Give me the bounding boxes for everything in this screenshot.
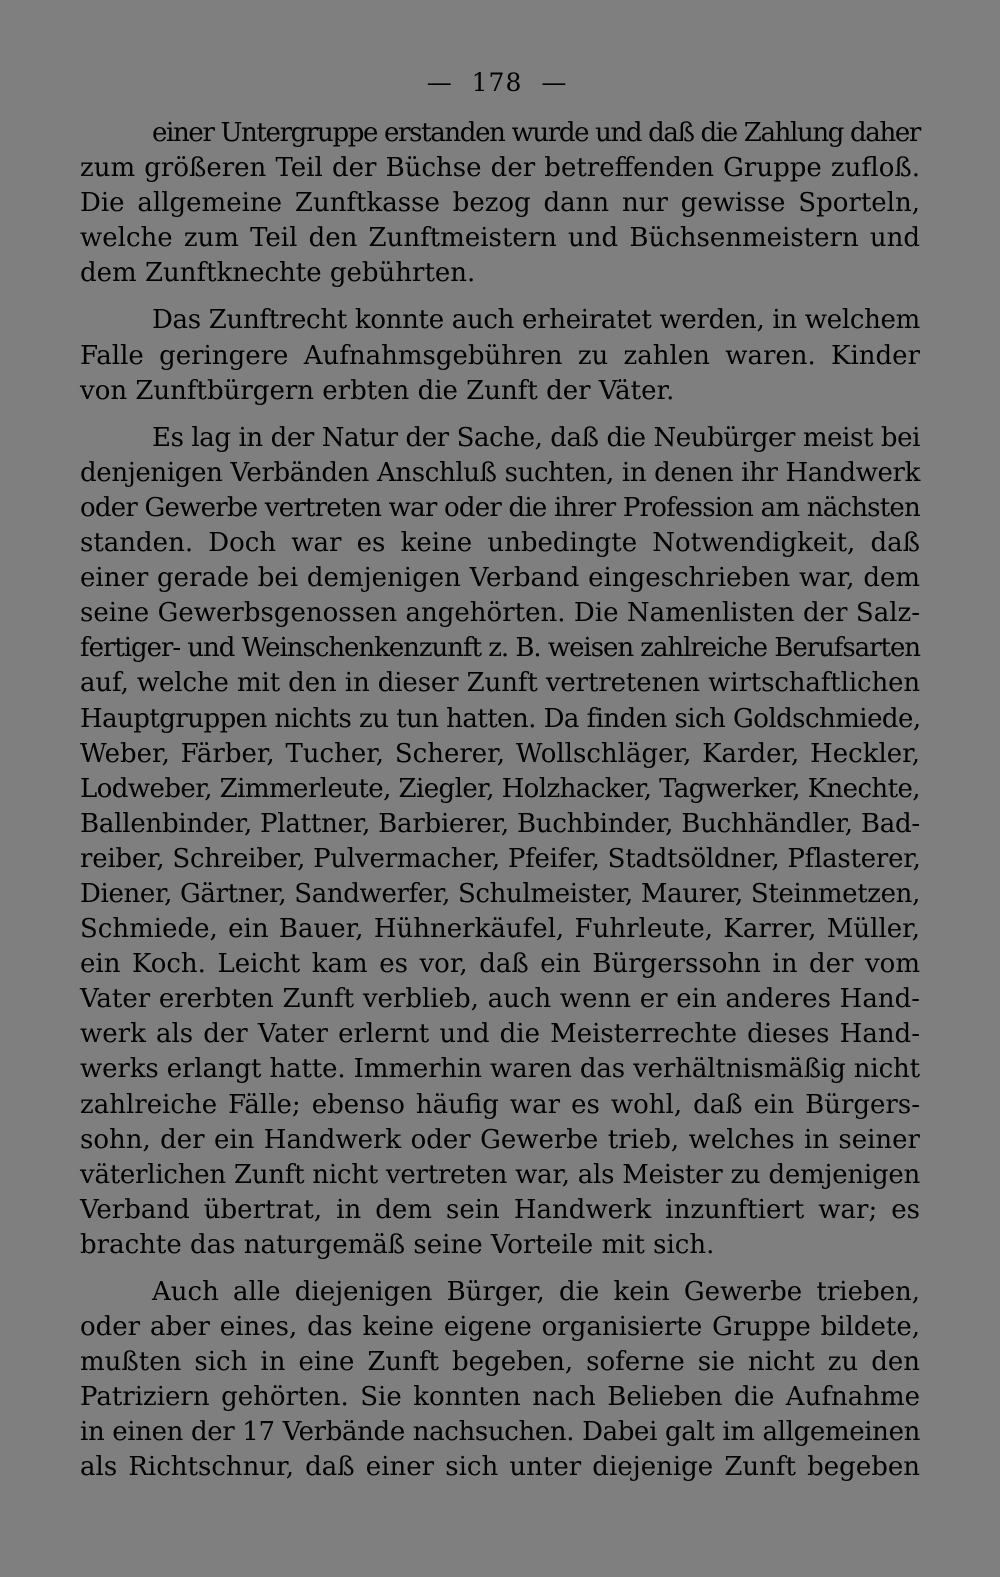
text-line: Patriziern gehörten. Sie konnten nach Belieben die Aufnahme	[80, 1382, 920, 1413]
text-line: Falle geringere Aufnahmsgebühren zu zahlen waren. Kinder	[80, 340, 920, 371]
paragraph-gap	[80, 1263, 920, 1275]
book-page	[80, 60, 920, 1486]
text-line: Es lag in der Natur der Sache, daß die Neubürger meist bei	[152, 422, 920, 453]
text-line: Weber, Färber, Tucher, Scherer, Wollschläger, Karder, Heckler,	[80, 738, 920, 769]
text-line: sohn, der ein Handwerk oder Gewerbe trieb, welches in seiner	[80, 1124, 920, 1155]
paragraph-gap	[80, 291, 920, 303]
text-line: einer gerade bei demjenigen Verband eingeschrieben war, dem	[80, 563, 920, 594]
text-line: standen. Doch war es keine unbedingte Notwendigkeit, daß	[80, 528, 920, 559]
text-line: Auch alle diejenigen Bürger, die kein Gewerbe trieben,	[152, 1277, 920, 1307]
paragraph	[80, 421, 920, 1263]
text-line: oder Gewerbe vertreten war oder die ihrer Profession am nächsten	[80, 492, 920, 523]
header-dash-left: —	[426, 68, 453, 97]
header-dash-right: —	[541, 68, 568, 97]
text-line: einer Untergruppe erstanden wurde und daß die Zahlung daher	[152, 118, 920, 148]
body-text	[80, 116, 920, 1486]
text-line: reiber, Schreiber, Pulvermacher, Pfeifer, Stadtsöldner, Pflasterer,	[80, 843, 921, 874]
paragraph	[80, 1275, 920, 1486]
text-line: Ballenbinder, Plattner, Barbierer, Buchbinder, Buchhändler, Bad-	[80, 808, 920, 839]
text-line: von Zunftbürgern erbten die Zunft der Väter.	[80, 375, 675, 406]
text-line: brachte das naturgemäß seine Vorteile mit sich.	[80, 1229, 715, 1260]
text-line: väterlichen Zunft nicht vertreten war, als Meister zu demjenigen	[80, 1159, 920, 1190]
text-line: Vater ererbten Zunft verblieb, auch wenn er ein anderes Hand-	[80, 984, 920, 1015]
text-line: oder aber eines, das keine eigene organisierte Gruppe bildete,	[80, 1312, 920, 1343]
text-line: werks erlangt hatte. Immerhin waren das verhältnismäßig nicht	[80, 1054, 920, 1085]
text-line: werk als der Vater erlernt und die Meisterrechte dieses Hand-	[80, 1019, 920, 1050]
text-line: Schmiede, ein Bauer, Hühnerkäufel, Fuhrleute, Karrer, Müller,	[80, 914, 920, 945]
text-line: zum größeren Teil der Büchse der betreffenden Gruppe zufloß.	[80, 153, 920, 184]
text-line: Hauptgruppen nichts zu tun hatten. Da finden sich Goldschmiede,	[80, 703, 921, 734]
text-line: fertiger- und Weinschenkenzunft z. B. weisen zahlreiche Berufsarten	[80, 633, 920, 664]
text-line: als Richtschnur, daß einer sich unter diejenige Zunft begeben	[80, 1452, 920, 1483]
text-line: ein Koch. Leicht kam es vor, daß ein Bürgerssohn in der vom	[80, 949, 920, 980]
paragraph	[80, 303, 920, 408]
paragraph	[80, 116, 920, 291]
text-line: in einen der 17 Verbände nachsuchen. Dabei galt im allgemeinen	[80, 1417, 920, 1448]
text-line: denjenigen Verbänden Anschluß suchten, in denen ihr Handwerk	[80, 457, 920, 488]
text-line: zahlreiche Fälle; ebenso häufig war es wohl, daß ein Bürgers-	[80, 1089, 920, 1120]
text-line: dem Zunftknechte gebührten.	[80, 258, 476, 289]
text-line: Das Zunftrecht konnte auch erheiratet werden, in welchem	[152, 305, 920, 336]
text-line: Diener, Gärtner, Sandwerfer, Schulmeister, Maurer, Steinmetzen,	[80, 878, 920, 909]
text-line: Die allgemeine Zunftkasse bezog dann nur gewisse Sporteln,	[80, 188, 920, 219]
paragraph-gap	[80, 409, 920, 421]
text-line: welche zum Teil den Zunftmeistern und Büchsenmeistern und	[80, 223, 920, 254]
text-line: Lodweber, Zimmerleute, Ziegler, Holzhacker, Tagwerker, Knechte,	[80, 773, 920, 804]
text-line: mußten sich in eine Zunft begeben, soferne sie nicht zu den	[80, 1347, 920, 1378]
page-header	[74, 60, 920, 106]
text-line: seine Gewerbsgenossen angehörten. Die Namenlisten der Salz-	[80, 598, 920, 629]
page-number: 178	[471, 68, 523, 97]
text-line: auf, welche mit den in dieser Zunft vertretenen wirtschaftlichen	[80, 668, 920, 699]
text-line: Verband übertrat, in dem sein Handwerk inzunftiert war; es	[80, 1194, 920, 1225]
